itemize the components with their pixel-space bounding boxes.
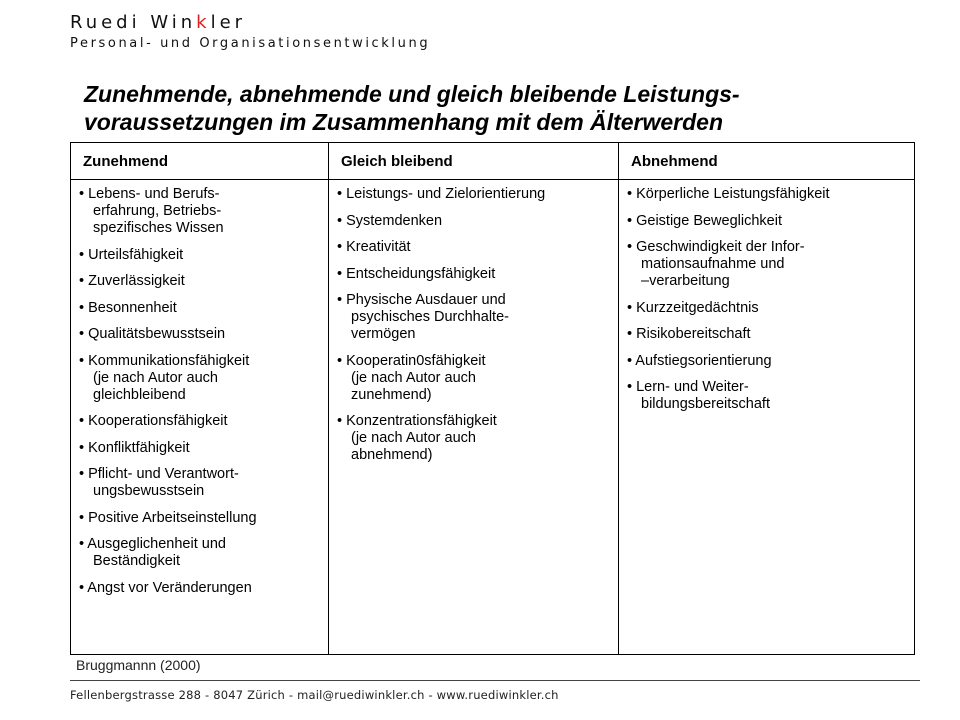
list-item-continuation: Beständigkeit [93,553,181,569]
footer-contact: Fellenbergstrasse 288 - 8047 Zürich - mail@ruediwinkler.ch - www.ruediwinkler.ch [70,688,559,702]
header-zunehmend: Zunehmend [71,143,329,180]
table-header-row [71,143,915,180]
list-item-text: • Physische Ausdauer und [337,292,506,308]
list-item-continuation: psychisches Durchhalte- [351,309,509,325]
column-abnehmend [619,180,915,655]
list-item-text: • Ausgeglichenheit und [79,536,226,552]
page-title [84,80,924,136]
list-item-text: • Kreativität [337,239,411,255]
list-item [79,440,324,457]
source-citation: Bruggmannn (2000) [76,657,201,673]
list-item [79,510,324,527]
brand-subtitle: Personal- und Organisationsentwicklung [70,36,431,51]
list-item [627,239,910,290]
column-gleich-bleibend [329,180,619,655]
list-item-continuation: spezifisches Wissen [93,220,224,236]
header-gleich-bleibend: Gleich bleibend [329,143,619,180]
list-item-text: • Geistige Beweglichkeit [627,212,782,229]
footer-divider [70,680,920,681]
page-title-line1: Zunehmende, abnehmende und gleich bleibende Leistungs- [84,81,740,107]
list-item [337,353,614,404]
list-item [627,353,910,370]
list-item [79,466,324,500]
table-row [71,180,915,655]
list-item [337,266,614,283]
list-item [79,413,324,430]
column-zunehmend [71,180,329,655]
list-item [627,379,910,413]
list-item-text: • Kooperationsfähigkeit [79,413,228,429]
list-item [79,353,324,404]
list-item-continuation: (je nach Autor auch [93,369,218,386]
list-item-text: • Kurzzeitgedächtnis [627,299,759,316]
brand-name [70,12,430,33]
list-item [79,536,324,570]
list-item-continuation: zunehmend) [351,386,432,403]
list-item-text: • Konzentrationsfähigkeit [337,413,497,429]
list-item-text: • Kooperatin0sfähigkeit [337,352,486,369]
list-item-continuation: bildungsbereitschaft [641,396,770,412]
brand-header [70,12,430,51]
list-item [627,213,910,230]
brand-name-part2: ler [210,12,247,33]
header-abnehmend: Abnehmend [619,143,915,180]
performance-table [70,142,915,655]
list-item [627,186,910,203]
list-item-text: • Positive Arbeitseinstellung [79,509,257,526]
list-item [337,413,614,464]
list-item-text: • Körperliche Leistungsfähigkeit [627,186,830,202]
list-item-continuation: ungsbewusstsein [93,483,205,499]
list-item-text: • Entscheidungsfähigkeit [337,265,496,282]
list-item [79,580,324,597]
list-item-text: • Lebens- und Berufs- [79,186,220,202]
list-item-continuation: vermögen [351,326,416,342]
list-item [79,247,324,264]
list-item-continuation: mationsaufnahme und [641,256,785,272]
list-item-continuation: (je nach Autor auch [351,430,476,446]
list-item-text: • Konfliktfähigkeit [79,439,190,456]
list-item-continuation: abnehmend) [351,447,433,463]
list-item [79,326,324,343]
list-item-continuation: –verarbeitung [641,273,730,289]
list-item [627,300,910,317]
list-item [79,186,324,237]
list-item [337,186,614,203]
page-title-line2: voraussetzungen im Zusammenhang mit dem Älterwerden [84,109,724,135]
list-item-text: • Leistungs- und Zielorientierung [337,186,546,202]
brand-name-accent: k [196,12,211,33]
list-item [79,300,324,317]
list-item-text: • Zuverlässigkeit [79,273,185,289]
list-item [627,326,910,343]
list-item [337,292,614,343]
list-abnehmend [627,186,910,413]
list-item-continuation: erfahrung, Betriebs- [93,203,222,219]
list-item-continuation: gleichbleibend [93,386,186,403]
list-item-text: • Risikobereitschaft [627,326,751,342]
list-item-text: • Pflicht- und Verantwort- [79,466,239,482]
list-item [337,213,614,230]
list-item-text: • Kommunikationsfähigkeit [79,352,250,369]
brand-name-part1: Ruedi Win [70,12,197,33]
list-item-continuation: (je nach Autor auch [351,369,476,386]
list-item-text: • Aufstiegsorientierung [627,352,772,369]
list-item [79,273,324,290]
list-item-text: • Besonnenheit [79,299,177,316]
list-item-text: • Qualitätsbewusstsein [79,326,226,342]
list-item-text: • Angst vor Veränderungen [79,579,252,596]
list-item-text: • Urteilsfähigkeit [79,246,184,263]
list-gleich-bleibend [337,186,614,464]
list-item-text: • Systemdenken [337,212,443,229]
list-item-text: • Geschwindigkeit der Infor- [627,239,805,255]
list-item-text: • Lern- und Weiter- [627,379,749,395]
list-zunehmend [79,186,324,597]
list-item [337,239,614,256]
